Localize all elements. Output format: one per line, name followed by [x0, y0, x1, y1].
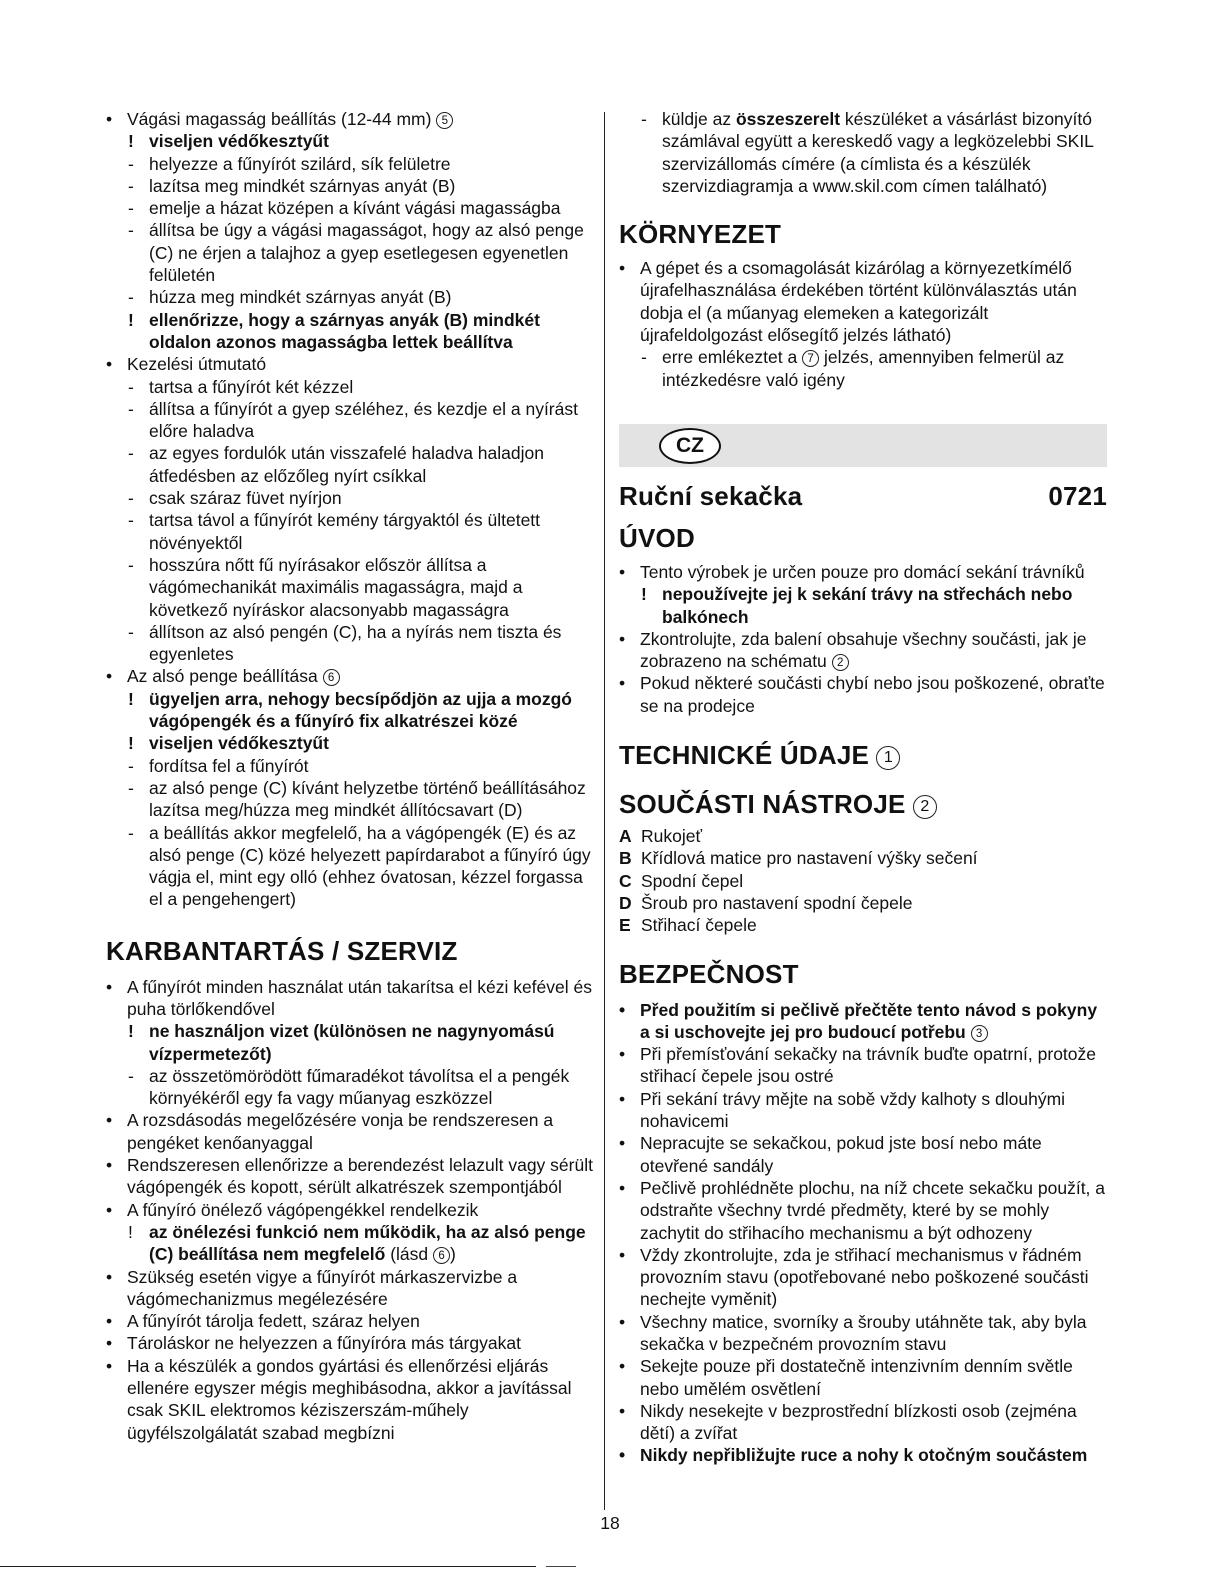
safety-bullet: • Při přemísťování sekačky na trávník buďte opatrní, protože střihací čepele jsou ostré — [619, 1043, 1107, 1088]
step: - az egyes fordulók után visszafelé haladva haladjon átfedésben az előzőleg nyírt csíkkal — [106, 442, 594, 487]
maintenance-bullet: • Szükség esetén vigye a fűnyírót márkaszervizbe a vágómechanizmus megélezésére — [106, 1266, 594, 1311]
warning-self-sharpening: ! az önélezési funkció nem működik, ha az alsó penge (C) beállítása nem megfelelő (lásd 6 ) — [106, 1221, 594, 1266]
step: - az alsó penge (C) kívánt helyzetbe történő beállításához lazítsa meg/húzza meg mindkét állítócsavart (D) — [106, 777, 594, 822]
step: - a beállítás akkor megfelelő, ha a vágópengék (E) és az alsó penge (C) közé helyezett papírdarabot a fűnyíró úgy vágja el, mint egy olló (ehhez óvatosan, kézzel forgassa el a pengehengert) — [106, 822, 594, 911]
step: - fordítsa fel a fűnyírót — [106, 755, 594, 777]
safety-heading: BEZPEČNOST — [619, 958, 799, 989]
step: - helyezze a fűnyírót szilárd, sík felületre — [106, 153, 594, 175]
warning-fingers: ! ügyeljen arra, nehogy becsípődjön az ujja a mozgó vágópengék és a fűnyíró fix alkatrészei közé — [106, 688, 594, 733]
safety-bullet: • Při sekání trávy mějte na sobě vždy kalhoty s dlouhými nohavicemi — [619, 1088, 1107, 1133]
maintenance-heading: KARBANTARTÁS / SZERVIZ — [106, 935, 458, 966]
step: - az összetömörödött fűmaradékot távolítsa el a pengék környékéről egy fa vagy műanyag eszközzel — [106, 1065, 594, 1110]
ref-circle: 1 — [876, 746, 900, 770]
maintenance-bullet: • Ha a készülék a gondos gyártási és ellenőrzési eljárás ellenére egyszer mégis meghibásodna, akkor a javítással csak SKIL elektromos kéziszerszám-műhely ügyfélszolgálatát szabad megbízni — [106, 1355, 594, 1444]
tech-heading: TECHNICKÉ ÚDAJE 1 — [619, 740, 1107, 770]
step: - hosszúra nőtt fű nyírásakor először állítsa a vágómechanikát maximális magasságra, majd a következő nyíráskor alacsonyabb magasságra — [106, 554, 594, 621]
language-band — [619, 424, 1107, 467]
right-column — [619, 108, 1107, 1467]
part-item: D Šroub pro nastavení spodní čepele — [619, 892, 913, 913]
operating-bullet: • Kezelési útmutató — [106, 353, 594, 375]
page-number: 18 — [600, 1513, 620, 1533]
ref-circle: 3 — [971, 1025, 988, 1042]
part-item: B Křídlová matice pro nastavení výšky sečení — [619, 848, 978, 869]
maintenance-bullet: • Tároláskor ne helyezzen a fűnyíróra más tárgyakat — [106, 1332, 594, 1354]
step: - állítsa be úgy a vágási magasságot, hogy az alsó penge (C) ne érjen a talajhoz a gyep esetlegesen egyenetlen felületén — [106, 219, 594, 286]
warning-gloves: ! viseljen védőkesztyűt — [106, 130, 594, 152]
ref-circle: 6 — [323, 669, 340, 686]
maintenance-bullet: • A rozsdásodás megelőzésére vonja be rendszeresen a pengéket kenőanyaggal — [106, 1109, 594, 1154]
environment-bullet: • A gépet és a csomagolását kizárólag a környezetkímélő újrafelhasználása érdekében történt különválasztás után dobja el (a műanyag elemeken a kategorizált újrafeldolgozást elősegítő jelzés látható) — [619, 257, 1107, 346]
ref-circle: 2 — [913, 795, 937, 819]
step: - tartsa a fűnyírót két kézzel — [106, 376, 594, 398]
maintenance-bullet: • A fűnyírót tárolja fedett, száraz helyen — [106, 1310, 594, 1332]
intro-heading: ÚVOD — [619, 522, 695, 553]
step: - állítson az alsó pengén (C), ha a nyírás nem tiszta és egyenletes — [106, 621, 594, 666]
parts-list — [619, 825, 1107, 936]
step: - csak száraz füvet nyírjon — [106, 487, 594, 509]
safety-bullet: • Vždy zkontrolujte, zda je střihací mechanismus v řádném provozním stavu (opotřebované nebo poškozené součásti nechejte vyměnit) — [619, 1244, 1107, 1311]
cut-height-bullet: • Vágási magasság beállítás (12-44 mm) 5 — [106, 108, 594, 130]
safety-bullet: • Pečlivě prohlédněte plochu, na níž chcete sekačku použít, a odstraňte všechny tvrdé předměty, které by se mohly zachytit do střihacího mechanismu a být odhozeny — [619, 1177, 1107, 1244]
safety-bullet: • Nepracujte se sekačkou, pokud jste bosí nebo máte otevřené sandály — [619, 1132, 1107, 1177]
product-title-row — [619, 481, 1107, 511]
product-code: 0721 — [1048, 480, 1107, 511]
ref-circle: 6 — [433, 1247, 450, 1264]
step: - tartsa távol a fűnyírót kemény tárgyaktól és ültetett növényektől — [106, 509, 594, 554]
part-item: C Spodní čepel — [619, 870, 744, 891]
step: - húzza meg mindkét szárnyas anyát (B) — [106, 286, 594, 308]
intro-bullet: • Tento výrobek je určen pouze pro domácí sekání trávníků — [619, 561, 1107, 583]
warning-roofs: ! nepoužívejte jej k sekání trávy na střechách nebo balkónech — [619, 583, 1107, 628]
ref-circle: 7 — [802, 350, 819, 367]
safety-bullet: • Nikdy nesekejte v bezprostřední blízkosti osob (zejména dětí) a zvířat — [619, 1400, 1107, 1445]
intro-bullet: • Pokud některé součásti chybí nebo jsou poškozené, obraťte se na prodejce — [619, 672, 1107, 717]
bottom-rule-dash — [546, 1566, 576, 1567]
part-item: E Střihací čepele — [619, 915, 757, 936]
ref-circle: 5 — [436, 112, 453, 129]
environment-step: - erre emlékeztet a 7 jelzés, amennyiben felmerül az intézkedésre való igény — [619, 346, 1107, 391]
safety-bullet: • Všechny matice, svorníky a šrouby utáhněte tak, aby byla sekačka v bezpečném provozním stavu — [619, 1311, 1107, 1356]
maintenance-bullet: • A fűnyírót minden használat után takarítsa el kézi kefével és puha törlőkendővel — [106, 976, 594, 1021]
bottom-rule — [0, 1566, 536, 1567]
warning-check: ! ellenőrizze, hogy a szárnyas anyák (B) mindkét oldalon azonos magasságba lettek beállítva — [106, 309, 594, 354]
warning-water: ! ne használjon vizet (különösen ne nagynyomású vízpermetezőt) — [106, 1020, 594, 1065]
step: - állítsa a fűnyírót a gyep széléhez, és kezdje el a nyírást előre haladva — [106, 398, 594, 443]
step: - lazítsa meg mindkét szárnyas anyát (B) — [106, 175, 594, 197]
maintenance-bullet: • A fűnyíró önélező vágópengékkel rendelkezik — [106, 1199, 594, 1221]
step: - emelje a házat középen a kívánt vágási magasságba — [106, 197, 594, 219]
left-column — [106, 108, 594, 1444]
part-item: A Rukojeť — [619, 826, 703, 847]
safety-bullet: • Sekejte pouze při dostatečně intenzivním denním světle nebo umělém osvětlení — [619, 1355, 1107, 1400]
ref-circle: 2 — [832, 654, 849, 671]
safety-bullet: • Před použitím si pečlivě přečtěte tento návod s pokyny a si uschovejte jej pro budoucí potřebu 3 — [619, 999, 1107, 1044]
safety-bullet: • Nikdy nepřibližujte ruce a nohy k otočným součástem — [619, 1444, 1107, 1466]
send-step: - küldje az összeszerelt készüléket a vásárlást bizonyító számlával együtt a kereskedő vagy a legközelebbi SKIL szervizállomás címére (a címlista és a készülék szervizdiagramja a www.skil.com címen található) — [619, 108, 1107, 197]
product-name: Ruční sekačka — [619, 480, 803, 511]
parts-heading: SOUČÁSTI NÁSTROJE 2 — [619, 789, 1107, 819]
intro-bullet: • Zkontrolujte, zda balení obsahuje všechny součásti, jak je zobrazeno na schématu 2 — [619, 628, 1107, 673]
maintenance-bullet: • Rendszeresen ellenőrizze a berendezést lelazult vagy sérült vágópengék és kopott, sérült alkatrészek szempontjából — [106, 1154, 594, 1199]
lower-blade-bullet: • Az alsó penge beállítása 6 — [106, 665, 594, 687]
language-badge: CZ — [659, 428, 721, 464]
column-divider — [604, 112, 605, 1510]
environment-heading: KÖRNYEZET — [619, 219, 782, 250]
warning-gloves: ! viseljen védőkesztyűt — [106, 732, 594, 754]
